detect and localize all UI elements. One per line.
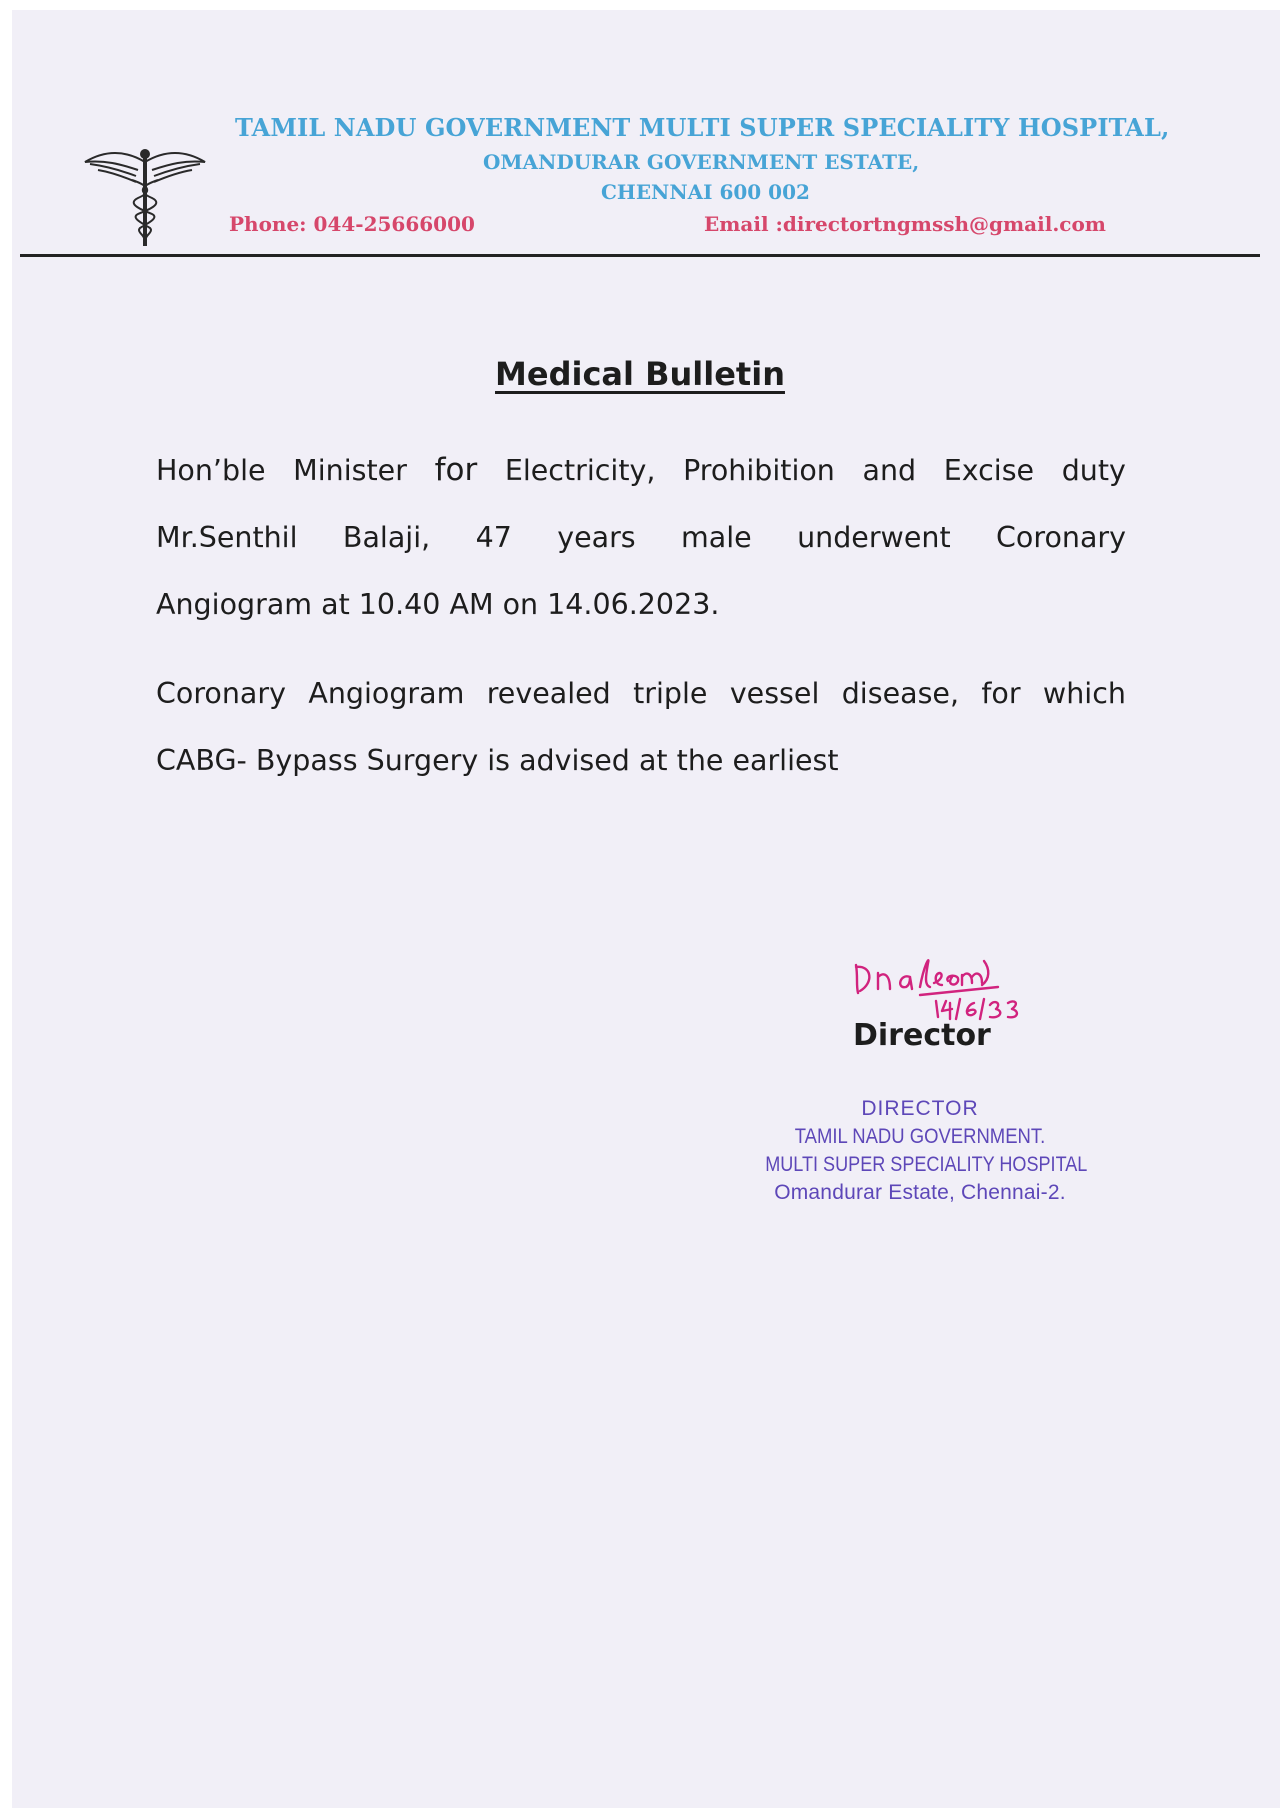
hospital-phone: Phone: 044-25666000: [229, 212, 475, 236]
paragraph-line: [156, 660, 1126, 727]
word: Coronary: [996, 521, 1126, 554]
word: Coronary: [156, 677, 286, 710]
document-page: [12, 10, 1280, 1808]
hospital-estate: OMANDURAR GOVERNMENT ESTATE,: [483, 150, 920, 174]
caduceus-icon: [80, 140, 210, 248]
word: Hon’ble: [156, 454, 266, 487]
bulletin-paragraph-2: [156, 660, 1126, 794]
word: disease,: [841, 677, 960, 710]
header-divider: [20, 254, 1260, 257]
paragraph-line: Angiogram at 10.40 AM on 14.06.2023.: [156, 588, 720, 621]
signatory-role: Director: [853, 1018, 991, 1053]
word: Electricity,: [504, 454, 656, 487]
word: male: [681, 521, 752, 554]
hospital-city: CHENNAI 600 002: [601, 180, 810, 204]
word: Prohibition: [683, 454, 835, 487]
word: for: [434, 452, 478, 488]
word: Balaji,: [342, 521, 431, 554]
word: and: [862, 454, 917, 487]
word: 47: [475, 521, 512, 554]
word: revealed: [486, 677, 611, 710]
paragraph-line: CABG- Bypass Surgery is advised at the earliest: [156, 744, 839, 777]
director-stamp: [740, 1095, 1100, 1207]
word: triple: [633, 677, 708, 710]
word: vessel: [729, 677, 820, 710]
word: Angiogram: [308, 677, 465, 710]
word: Excise: [943, 454, 1035, 487]
word: which: [1042, 677, 1126, 710]
hospital-email: Email :directortngmssh@gmail.com: [704, 212, 1106, 236]
word: Mr.Senthil: [156, 521, 298, 554]
word: for: [981, 677, 1021, 710]
word: years: [557, 521, 636, 554]
bulletin-title: Medical Bulletin: [495, 355, 785, 393]
paragraph-line: [156, 504, 1126, 571]
hospital-name: TAMIL NADU GOVERNMENT MULTI SUPER SPECIALITY HOSPITAL,: [235, 113, 1170, 142]
word: underwent: [797, 521, 951, 554]
word: duty: [1061, 454, 1126, 487]
stamp-line-1: DIRECTOR: [861, 1097, 979, 1120]
bulletin-paragraph-1: [156, 437, 1126, 638]
word: Minister: [293, 454, 407, 487]
paragraph-line: [156, 437, 1126, 504]
stamp-line-2: TAMIL NADU GOVERNMENT.: [794, 1125, 1046, 1148]
director-signature: [848, 925, 1058, 1025]
stamp-line-3: MULTI SUPER SPECIALITY HOSPITAL: [765, 1153, 1088, 1176]
stamp-line-4: Omandurar Estate, Chennai-2.: [774, 1181, 1066, 1204]
